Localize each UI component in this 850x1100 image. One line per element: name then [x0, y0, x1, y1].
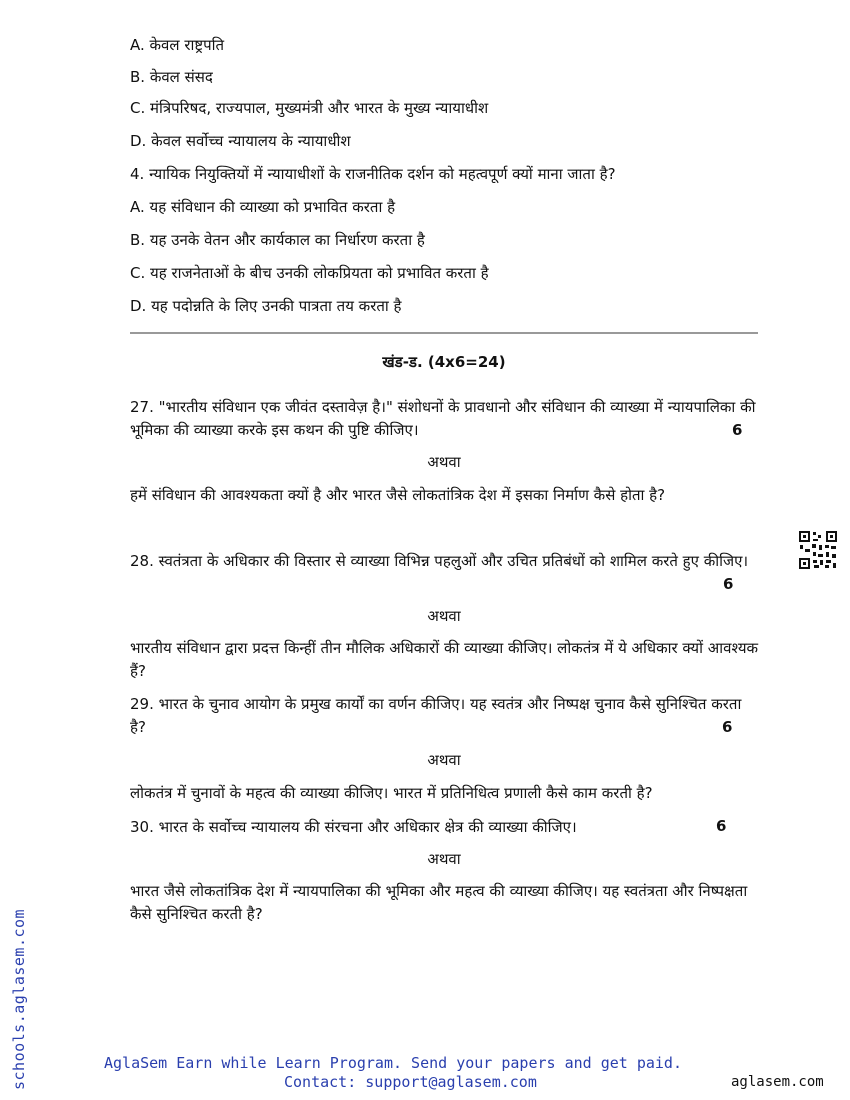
- section-heading: खंड-ड. (4x6=24): [382, 353, 506, 371]
- alt-question-29: लोकतंत्र में चुनावों के महत्व की व्याख्या कीजिए। भारत में प्रतिनिधित्व प्रणाली कैसे काम करती है?: [130, 784, 653, 802]
- alt-question-30: भारत जैसे लोकतांत्रिक देश में न्यायपालिका की भूमिका और महत्व की व्याख्या कीजिए। यह स्वतंत्रता और निष्पक्षता कैसे सुनिश्चित करती है?: [130, 882, 748, 923]
- footer-promo: AglaSem Earn while Learn Program. Send your papers and get paid.: [104, 1054, 682, 1072]
- option-c: C. मंत्रिपरिषद, राज्यपाल, मुख्यमंत्री और भारत के मुख्य न्यायाधीश: [130, 99, 489, 117]
- or-q27: अथवा: [427, 453, 461, 471]
- q4-option-d: D. यह पदोन्नति के लिए उनकी पात्रता तय करता है: [130, 297, 402, 315]
- alt-question-27: हमें संविधान की आवश्यकता क्यों है और भारत जैसे लोकतांत्रिक देश में इसका निर्माण कैसे होता है?: [130, 486, 666, 504]
- option-b: B. केवल संसद: [130, 68, 213, 86]
- side-watermark: schools.aglasem.com: [10, 908, 28, 1090]
- q4-option-c: C. यह राजनेताओं के बीच उनकी लोकप्रियता को प्रभावित करता है: [130, 264, 489, 282]
- question-27: 27. "भारतीय संविधान एक जीवंत दस्तावेज़ है।" संशोधनों के प्रावधानो और संविधान की व्याख्या में न्यायपालिका की भूमिका की व्याख्या करके इस कथन की पुष्टि कीजिए।: [130, 398, 756, 439]
- alt-question-28: भारतीय संविधान द्वारा प्रदत्त किन्हीं तीन मौलिक अधिकारों की व्याख्या कीजिए। लोकतंत्र में ये अधिकार क्यों आवश्यक हैं?: [130, 639, 759, 680]
- footer-contact[interactable]: Contact: support@aglasem.com: [284, 1073, 537, 1091]
- marks-q28: 6: [723, 575, 734, 593]
- option-a: A. केवल राष्ट्रपति: [130, 36, 225, 54]
- option-d: D. केवल सर्वोच्च न्यायालय के न्यायाधीश: [130, 132, 351, 150]
- or-q29: अथवा: [427, 751, 461, 769]
- or-q30: अथवा: [427, 850, 461, 868]
- question-4: 4. न्यायिक नियुक्तियों में न्यायाधीशों के राजनीतिक दर्शन को महत्वपूर्ण क्यों माना जाता है?: [130, 165, 616, 183]
- or-q28: अथवा: [427, 607, 461, 625]
- question-30: 30. भारत के सर्वोच्च न्यायालय की संरचना और अधिकार क्षेत्र की व्याख्या कीजिए।: [130, 818, 577, 836]
- question-29: 29. भारत के चुनाव आयोग के प्रमुख कार्यों का वर्णन कीजिए। यह स्वतंत्र और निष्पक्ष चुनाव कैसे सुनिश्चित करता है?: [130, 695, 742, 736]
- marks-q29: 6: [722, 718, 733, 736]
- marks-q30: 6: [716, 817, 727, 835]
- section-divider: [130, 332, 758, 334]
- q4-option-a: A. यह संविधान की व्याख्या को प्रभावित करता है: [130, 198, 396, 216]
- marks-q27: 6: [732, 421, 743, 439]
- q4-option-b: B. यह उनके वेतन और कार्यकाल का निर्धारण करता है: [130, 231, 425, 249]
- qr-code-icon: [798, 530, 838, 570]
- question-28: 28. स्वतंत्रता के अधिकार की विस्तार से व्याख्या विभिन्न पहलुओं और उचित प्रतिबंधों को शामिल करते हुए कीजिए।: [130, 552, 749, 570]
- footer-site[interactable]: aglasem.com: [731, 1074, 824, 1090]
